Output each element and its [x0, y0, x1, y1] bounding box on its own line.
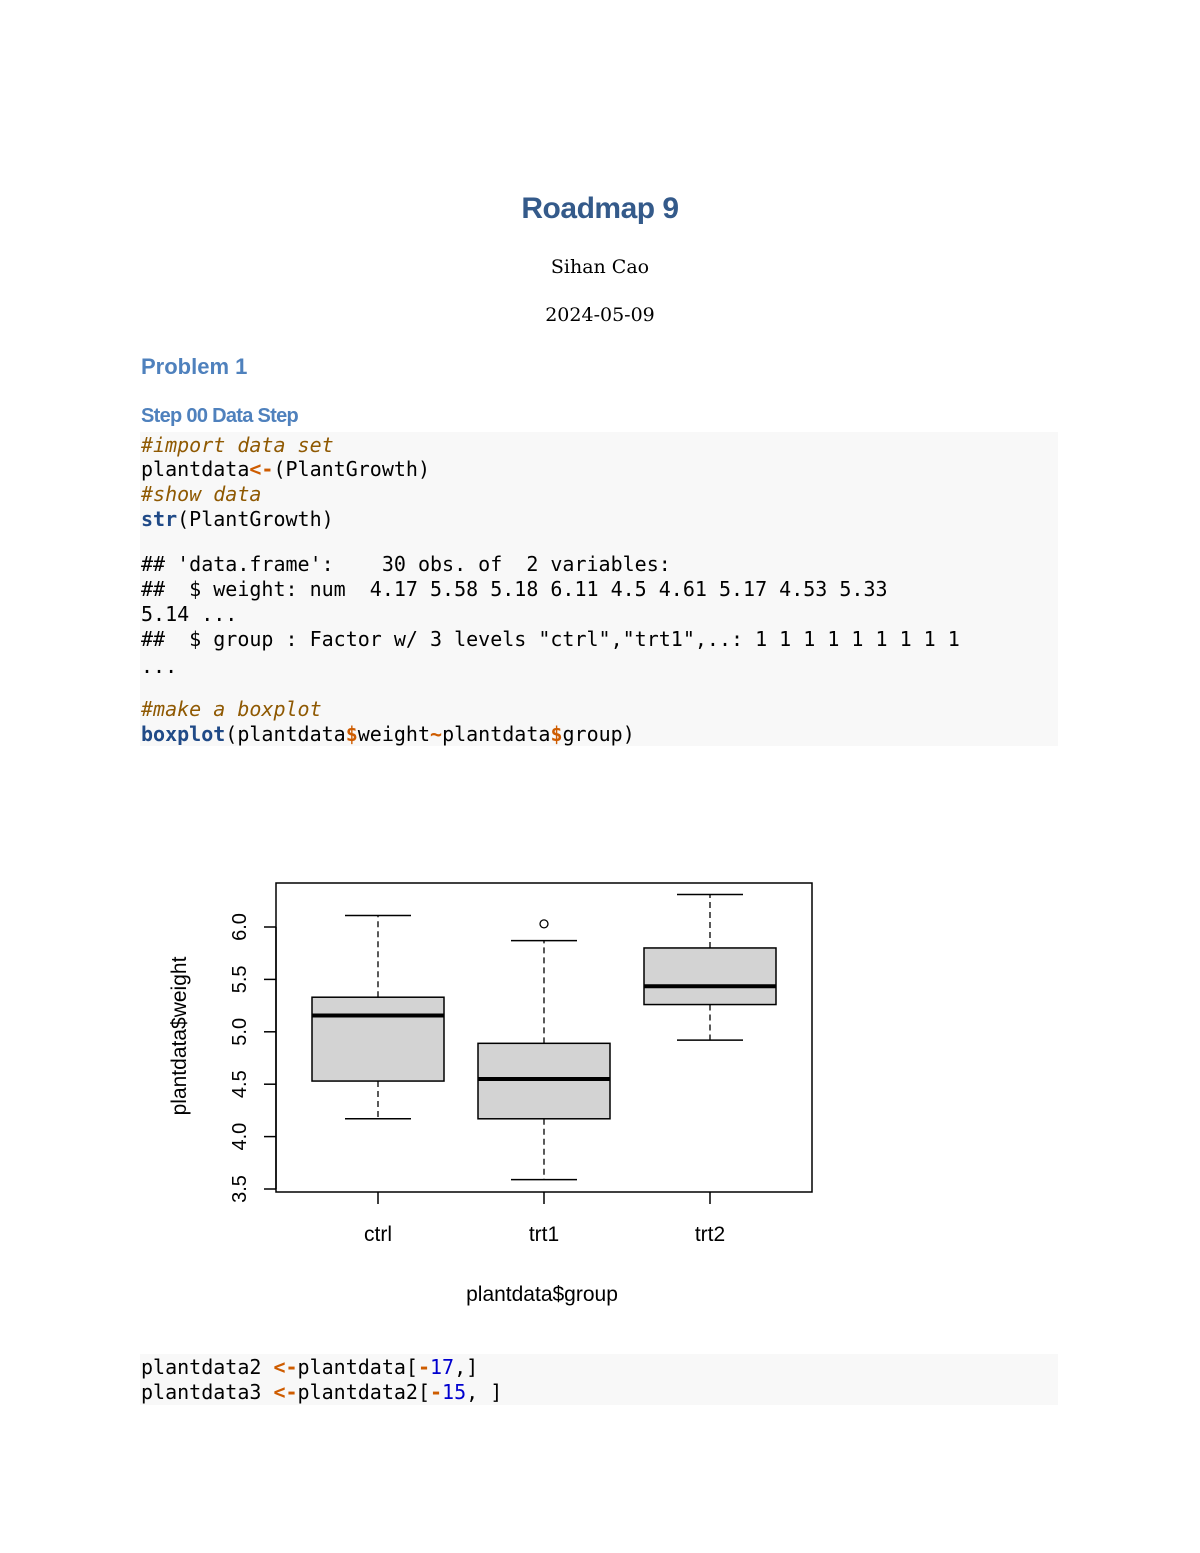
code-line: str(PlantGrowth) [141, 507, 334, 531]
code-output: ## $ weight: num 4.17 5.58 5.18 6.11 4.5 4.61 5.17 4.53 5.33 [141, 577, 888, 601]
code-line: plantdata<-(PlantGrowth) [141, 457, 431, 481]
box-trt2 [644, 948, 776, 1005]
y-tick-label: 3.5 [229, 1175, 251, 1203]
document-title: Roadmap 9 [521, 192, 679, 225]
section-heading-problem: Problem 1 [141, 354, 248, 379]
y-tick-label: 5.0 [229, 1017, 251, 1046]
x-axis-label: plantdata$group [466, 1283, 618, 1306]
code-line: plantdata2 <-plantdata[-17,] [141, 1355, 479, 1379]
code-comment: #show data [141, 482, 262, 506]
code-output: 5.14 ... [141, 602, 238, 626]
code-comment: #import data set [141, 433, 334, 457]
code-output: ## $ group : Factor w/ 3 levels "ctrl","trt1",..: 1 1 1 1 1 1 1 1 1 [141, 627, 960, 651]
x-tick-label: trt2 [694, 1223, 726, 1246]
subsection-heading-step: Step 00 Data Step [141, 405, 299, 427]
box-trt1 [478, 1043, 610, 1118]
y-tick-label: 5.5 [229, 965, 251, 994]
code-comment: #make a boxplot [141, 697, 322, 721]
y-tick-label: 4.5 [229, 1070, 251, 1099]
x-tick-label: ctrl [364, 1223, 392, 1246]
document-date: 2024-05-09 [545, 304, 655, 326]
code-output: ... [141, 654, 178, 678]
outlier-point [540, 920, 548, 928]
code-line: plantdata3 <-plantdata2[-15, ] [141, 1380, 503, 1404]
code-output: ## 'data.frame': 30 obs. of 2 variables: [141, 552, 671, 576]
y-tick-label: 4.0 [229, 1122, 251, 1151]
document-author: Sihan Cao [550, 256, 650, 278]
x-tick-label: trt1 [528, 1223, 560, 1246]
y-axis-label: plantdata$weight [168, 956, 191, 1116]
boxplot-chart [140, 860, 840, 1330]
box-ctrl [312, 997, 444, 1081]
y-tick-label: 6.0 [229, 913, 251, 941]
code-line: boxplot(plantdata$weight~plantdata$group) [141, 722, 635, 746]
